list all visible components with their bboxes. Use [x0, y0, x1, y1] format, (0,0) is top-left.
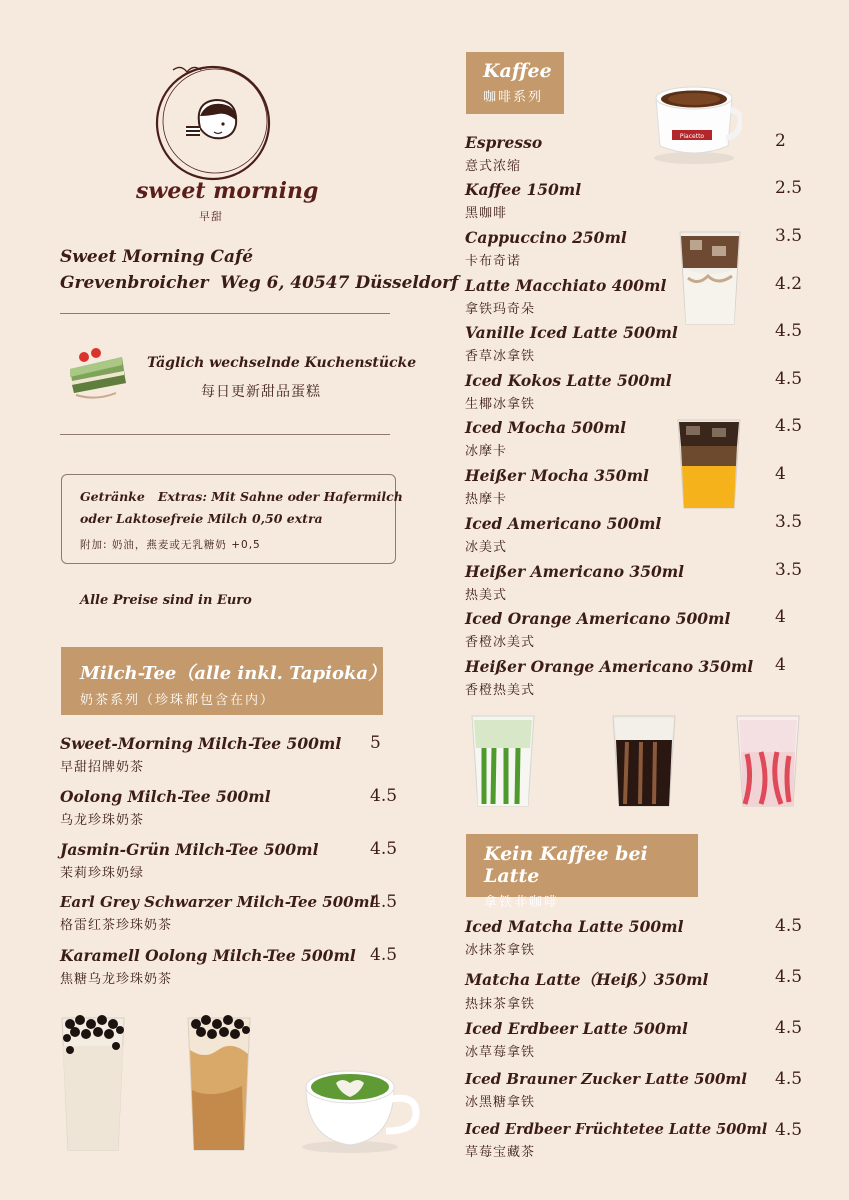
address-line2: Grevenbroicher Weg 6, 40547 Düsseldorf [60, 273, 459, 293]
list-item: Heißer Americano 350ml 热美式 [465, 562, 685, 603]
list-item: Vanille Iced Latte 500ml 香草冰拿铁 [465, 323, 678, 364]
milk-tea-photo [58, 1010, 128, 1155]
list-item: Sweet-Morning Milch-Tee 500ml 早甜招牌奶茶 [60, 734, 342, 775]
list-item: Matcha Latte（Heiß）350ml 热抹茶拿铁 [465, 970, 709, 1012]
mocha-photo [611, 712, 677, 810]
item-price: 4.5 [370, 945, 398, 965]
no-coffee-header [466, 834, 698, 910]
divider-bottom [60, 434, 390, 435]
divider-top [60, 313, 390, 314]
list-item: Earl Grey Schwarzer Milch-Tee 500ml 格雷红茶珍珠奶茶 [60, 893, 376, 933]
logo-subtitle: 早甜 [199, 210, 223, 223]
list-item: Espresso 意式浓缩 [465, 133, 543, 174]
list-item: Iced Erdbeer Latte 500ml 冰草莓拿铁 [465, 1019, 688, 1060]
item-price: 5 [370, 733, 381, 753]
list-item: Heißer Mocha 350ml 热摩卡 [465, 466, 649, 507]
item-price: 4.5 [775, 321, 803, 341]
milk-tea-cn: 奶茶系列（珍珠都包含在内） [80, 693, 276, 708]
list-item: Iced Kokos Latte 500ml 生椰冰拿铁 [465, 371, 672, 412]
coffee-header [466, 52, 564, 114]
price-note: Alle Preise sind in Euro [80, 593, 252, 608]
item-price: 4.2 [775, 274, 803, 294]
extras-line2: oder Laktosefreie Milch 0,50 extra [80, 511, 323, 526]
extras-line1: Getränke Extras: Mit Sahne oder Hafermilch [80, 489, 403, 504]
item-price: 4.5 [775, 1018, 803, 1038]
item-price: 4.5 [370, 786, 398, 806]
logo-name: sweet morning [136, 178, 319, 204]
cake-title: Täglich wechselnde Kuchenstücke [147, 355, 417, 371]
cake-cn: 每日更新甜品蛋糕 [201, 384, 321, 400]
list-item: Jasmin-Grün Milch-Tee 500ml 茉莉珍珠奶绿 [60, 840, 319, 881]
item-price: 4.5 [775, 967, 803, 987]
item-price: 4.5 [775, 1120, 803, 1140]
item-price: 2.5 [775, 178, 803, 198]
item-price: 4 [775, 464, 786, 484]
orange-coffee-photo [676, 416, 742, 512]
item-price: 4.5 [370, 839, 398, 859]
no-coffee-title: Kein Kaffee bei Latte [484, 843, 648, 887]
list-item: Iced Erdbeer Früchtetee Latte 500ml 草莓宝藏茶 [465, 1121, 768, 1160]
item-price: 4.5 [775, 369, 803, 389]
extras-box [61, 474, 403, 564]
item-price: 4 [775, 607, 786, 627]
cup-brand: Piacetto [679, 133, 705, 140]
iced-latte-photo [678, 228, 742, 328]
list-item: Karamell Oolong Milch-Tee 500ml 焦糖乌龙珍珠奶茶 [60, 946, 356, 987]
item-price: 4 [775, 655, 786, 675]
address-line1: Sweet Morning Café [60, 247, 254, 267]
list-item: Iced Matcha Latte 500ml 冰抹茶拿铁 [465, 917, 684, 958]
list-item: Iced Americano 500ml 冰美式 [465, 514, 662, 555]
list-item: Iced Brauner Zucker Latte 500ml 冰黑糖拿铁 [465, 1070, 748, 1110]
milk-tea-photo [184, 1010, 254, 1155]
list-item: Iced Mocha 500ml 冰摩卡 [465, 418, 627, 459]
list-item: Iced Orange Americano 500ml 香橙冰美式 [465, 609, 731, 650]
list-item: Kaffee 150ml 黑咖啡 [465, 180, 582, 221]
espresso-cup-photo [650, 80, 742, 166]
no-coffee-cn: 拿铁非咖啡 [484, 895, 560, 910]
coffee-title: Kaffee [483, 60, 552, 82]
milk-tea-header [61, 647, 387, 715]
item-price: 3.5 [775, 512, 803, 532]
list-item: Cappuccino 250ml 卡布奇诺 [465, 228, 627, 269]
list-item: Latte Macchiato 400ml 拿铁玛奇朵 [465, 276, 667, 317]
list-item: Oolong Milch-Tee 500ml 乌龙珍珠奶茶 [60, 787, 271, 828]
item-price: 4.5 [370, 892, 398, 912]
item-price: 4.5 [775, 1069, 803, 1089]
item-price: 2 [775, 131, 786, 151]
item-price: 4.5 [775, 416, 803, 436]
item-price: 4.5 [775, 916, 803, 936]
milk-tea-title: Milch-Tee（alle inkl. Tapioka） [80, 663, 387, 684]
list-item: Heißer Orange Americano 350ml 香橙热美式 [465, 657, 754, 698]
strawberry-latte-photo [735, 712, 801, 810]
item-price: 3.5 [775, 560, 803, 580]
extras-cn: 附加: 奶油，燕麦或无乳糖奶 +0,5 [80, 539, 261, 551]
cake-image [66, 343, 130, 403]
coffee-cn: 咖啡系列 [483, 90, 544, 105]
item-price: 3.5 [775, 226, 803, 246]
matcha-cup-photo [300, 1065, 424, 1155]
matcha-latte-photo [470, 712, 536, 810]
